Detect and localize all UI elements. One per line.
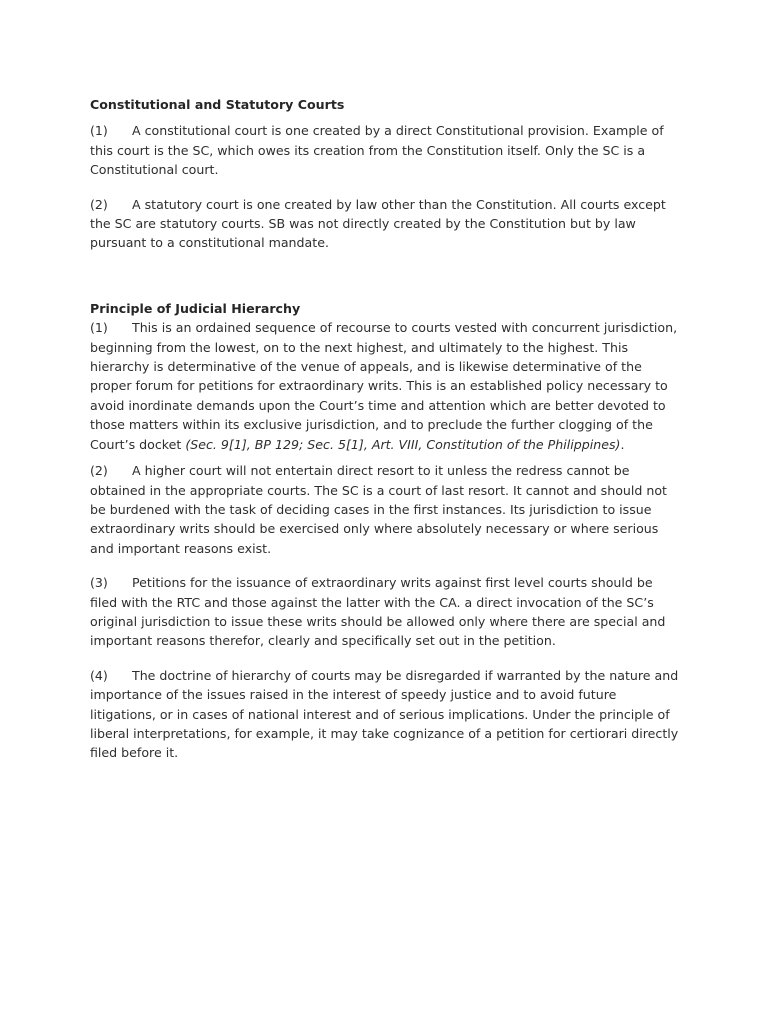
- paragraph-number: (3): [90, 575, 108, 591]
- paragraph-ordained-sequence: [90, 318, 680, 454]
- paragraph-constitutional-court: [90, 121, 680, 179]
- section-heading-judicial-hierarchy: Principle of Judicial Hierarchy: [90, 300, 301, 316]
- paragraph-number: (2): [90, 463, 108, 479]
- paragraph-doctrine-disregarded: [90, 666, 680, 763]
- paragraph-text: A higher court will not entertain direct resort to it unless the redress cannot be obtained in the appropriate courts. The SC is a court of last resort. It cannot and should not be burdened with the task of deciding cases in the first instances. Its jurisdiction to issue extraordinary writs should be exercised only where absolutely necessary or where serious and important reasons exist.: [90, 463, 668, 556]
- document-body: [90, 95, 680, 763]
- paragraph-text: This is an ordained sequence of recourse to courts vested with concurrent jurisdiction, beginning from the lowest, on to the next highest, and ultimately to the highest. This hierarchy is determinative of the venue of appeals, and is likewise determinative of the proper forum for petitions for extraordinary writs. This is an established policy necessary to avoid inordinate demands upon the Court’s time and attention which are better devoted to those matters within its exclusive jurisdiction, and to preclude the further clogging of the Court’s docket: [90, 320, 678, 452]
- paragraph-direct-resort: [90, 461, 680, 558]
- paragraph-text: Petitions for the issuance of extraordinary writs against first level courts should be filed with the RTC and those against the latter with the CA. a direct invocation of the SC’s original jurisdiction to issue these writs should be allowed only where there are special and important reasons therefor, clearly and specifically set out in the petition.: [90, 575, 666, 649]
- paragraph-tail: .: [620, 436, 625, 452]
- paragraph-extraordinary-writs: [90, 573, 680, 651]
- paragraph-statutory-court: [90, 195, 680, 253]
- legal-citation: (Sec. 9[1], BP 129; Sec. 5[1], Art. VIII, Constitution of the Philippines): [185, 436, 621, 452]
- section-heading-constitutional-statutory-courts: Constitutional and Statutory Courts: [90, 97, 345, 112]
- paragraph-number: (2): [90, 196, 108, 212]
- paragraph-number: (1): [90, 320, 108, 336]
- paragraph-number: (1): [90, 123, 108, 139]
- paragraph-text: The doctrine of hierarchy of courts may be disregarded if warranted by the nature and importance of the issues raised in the interest of speedy justice and to avoid future litigations, or in cases of national interest and of serious implications. Under the principle of liberal interpretations, for example, it may take cognizance of a petition for certiorari directly filed before it.: [90, 667, 679, 761]
- paragraph-text: A constitutional court is one created by a direct Constitutional provision. Example of this court is the SC, which owes its creation from the Constitution itself. Only the SC is a Constitutional court.: [90, 123, 664, 178]
- paragraph-text: A statutory court is one created by law other than the Constitution. All courts except the SC are statutory courts. SB was not directly created by the Constitution but by law pursuant to a constitutional mandate.: [90, 196, 666, 251]
- paragraph-number: (4): [90, 667, 108, 683]
